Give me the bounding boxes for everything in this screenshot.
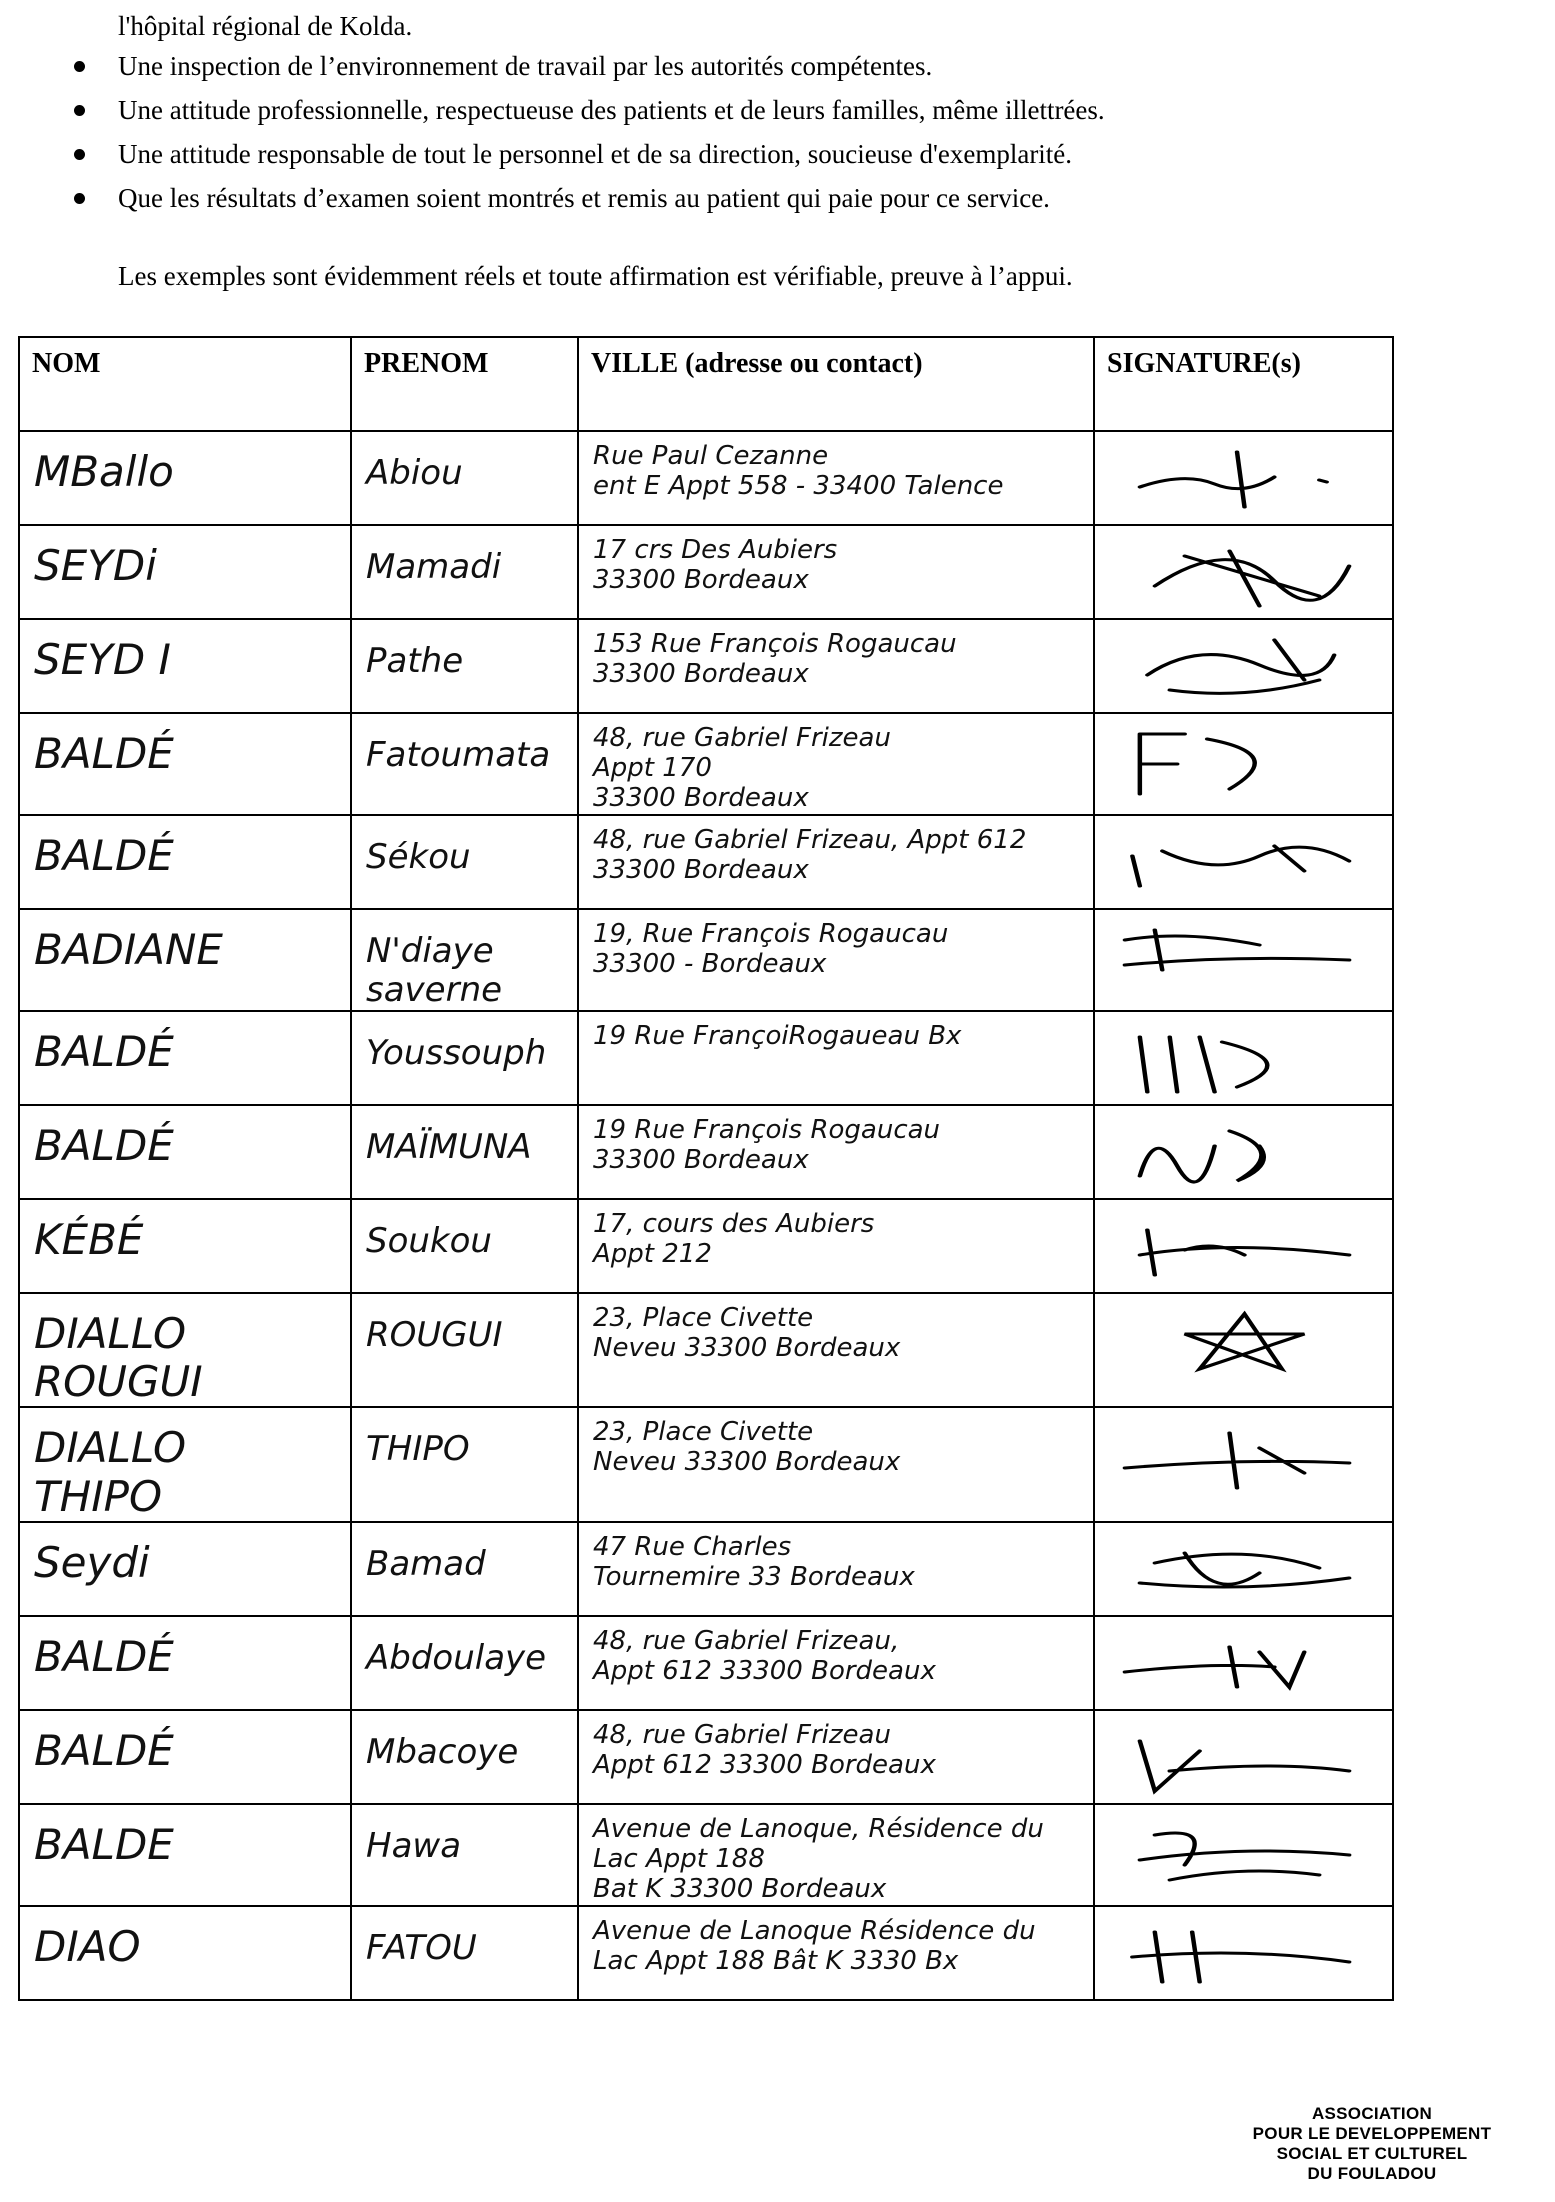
- header-nom: NOM: [19, 337, 351, 431]
- signature-stroke: [1140, 734, 1255, 794]
- signature-cell: [1094, 431, 1393, 525]
- prenom-cell: [351, 1616, 578, 1710]
- nom-cell-text: BALDÉ: [34, 1026, 174, 1076]
- prenom-cell: [351, 525, 578, 619]
- bullet-dot-icon: [74, 149, 85, 160]
- nom-cell: [19, 1616, 351, 1710]
- ville-cell-text: 23, Place Civette Neveu 33300 Bordeaux: [593, 1302, 901, 1363]
- prenom-cell-text: Mbacoye: [366, 1732, 519, 1773]
- ville-cell-text: 19 Rue François Rogaucau 33300 Bordeaux: [593, 1114, 941, 1175]
- ville-cell-text: 48, rue Gabriel Frizeau Appt 612 33300 Bordeaux: [593, 1720, 936, 1780]
- signature-cell: [1094, 815, 1393, 909]
- table-row: [19, 1011, 1393, 1105]
- signature-mark-icon: [1095, 1523, 1393, 1615]
- signature-mark-icon: [1095, 1617, 1393, 1709]
- signature-stroke: [1132, 1932, 1349, 1982]
- ville-cell-text: 48, rue Gabriel Frizeau, Appt 612 33300 Bordeaux: [593, 824, 1027, 885]
- nom-cell-text: BALDÉ: [34, 830, 174, 880]
- nom-cell: [19, 1407, 351, 1522]
- stamp-line: ASSOCIATION: [1311, 2104, 1433, 2123]
- table-row: [19, 1522, 1393, 1616]
- prenom-cell: [351, 1804, 578, 1906]
- signature-cell: [1094, 713, 1393, 815]
- signature-cell: [1094, 1199, 1393, 1293]
- prenom-cell-text: FATOU: [366, 1927, 477, 1968]
- table-body: [19, 431, 1393, 2000]
- signature-cell: [1094, 1293, 1393, 1408]
- signature-stroke: [1155, 551, 1349, 606]
- prenom-cell: [351, 431, 578, 525]
- signature-mark-icon: [1095, 526, 1393, 618]
- nom-cell-text: Seydi: [34, 1538, 150, 1588]
- signature-stroke: [1140, 452, 1327, 507]
- header-prenom: PRENOM: [351, 337, 578, 431]
- nom-cell-text: KÉBÉ: [34, 1214, 144, 1264]
- table-header-row: [19, 337, 1393, 431]
- signature-mark-icon: [1095, 1012, 1393, 1104]
- nom-cell-text: BALDÉ: [34, 1726, 174, 1776]
- nom-cell-text: BALDE: [34, 1820, 174, 1870]
- signature-stroke: [1125, 1647, 1304, 1687]
- signature-mark-icon: [1095, 432, 1393, 524]
- nom-cell-text: DIALLO THIPO: [34, 1423, 187, 1521]
- signature-mark-icon: [1095, 816, 1393, 908]
- table-row: [19, 815, 1393, 909]
- nom-cell: [19, 1710, 351, 1804]
- ville-cell-text: 17 crs Des Aubiers 33300 Bordeaux: [593, 535, 838, 595]
- prenom-cell: [351, 1710, 578, 1804]
- ville-cell: [578, 1293, 1094, 1408]
- prenom-cell-text: Abiou: [366, 453, 463, 493]
- ville-cell: [578, 619, 1094, 713]
- table-row: [19, 1407, 1393, 1522]
- bullet-dot-icon: [74, 193, 85, 204]
- table-row: [19, 1105, 1393, 1199]
- table-row: [19, 713, 1393, 815]
- ville-cell: [578, 1906, 1094, 2000]
- prenom-cell: [351, 1199, 578, 1293]
- table-row: [19, 1906, 1393, 2000]
- signature-stroke: [1125, 1433, 1349, 1488]
- signature-mark-icon: [1095, 1408, 1393, 1500]
- nom-cell-text: BALDÉ: [34, 729, 174, 778]
- ville-cell-text: 153 Rue François Rogaucau 33300 Bordeaux: [593, 629, 957, 689]
- ville-cell: [578, 1407, 1094, 1522]
- requirements-list: [66, 44, 1105, 220]
- ville-cell-text: 48, rue Gabriel Frizeau Appt 170 33300 Bordeaux: [593, 723, 891, 813]
- signature-stroke: [1140, 1741, 1349, 1791]
- prenom-cell-text: Youssouph: [366, 1032, 547, 1073]
- header-signature: SIGNATURE(s): [1094, 337, 1393, 431]
- prenom-cell-text: Soukou: [366, 1220, 492, 1261]
- prenom-cell: [351, 815, 578, 909]
- nom-cell-text: SEYDi: [34, 541, 157, 590]
- ville-cell-text: 19 Rue FrançoiRogaueau Bx: [593, 1020, 962, 1051]
- table-row: [19, 1293, 1393, 1408]
- signature-stroke: [1140, 1833, 1349, 1880]
- ville-cell: [578, 1522, 1094, 1616]
- nom-cell: [19, 1522, 351, 1616]
- ville-cell: [578, 1710, 1094, 1804]
- prenom-cell: [351, 1105, 578, 1199]
- prenom-cell-text: MAÏMUNA: [366, 1126, 532, 1167]
- ville-cell-text: 17, cours des Aubiers Appt 212: [593, 1208, 875, 1269]
- association-stamp: [1222, 2104, 1522, 2184]
- table-row: [19, 1616, 1393, 1710]
- prenom-cell: [351, 1293, 578, 1408]
- signature-cell: [1094, 1522, 1393, 1616]
- prenom-cell-text: Sékou: [366, 836, 471, 877]
- prenom-cell: [351, 713, 578, 815]
- bullet-dot-icon: [74, 61, 85, 72]
- nom-cell: [19, 815, 351, 909]
- prenom-cell-text: Abdoulaye: [366, 1638, 547, 1679]
- stamp-line: DU FOULADOU: [1307, 2164, 1437, 2183]
- signature-cell: [1094, 525, 1393, 619]
- signature-cell: [1094, 1105, 1393, 1199]
- list-item: Une attitude responsable de tout le personnel et de sa direction, soucieuse d'exemplarité.: [66, 132, 1105, 176]
- nom-cell: [19, 909, 351, 1011]
- prenom-cell: [351, 1522, 578, 1616]
- prenom-cell-text: Fatoumata: [366, 735, 551, 775]
- signature-mark-icon: [1095, 1200, 1393, 1292]
- table-row: [19, 1199, 1393, 1293]
- signature-mark-icon: [1095, 1711, 1393, 1803]
- table-row: [19, 909, 1393, 1011]
- nom-cell-text: DIAO: [34, 1921, 141, 1971]
- signature-cell: [1094, 1710, 1393, 1804]
- table-row: [19, 525, 1393, 619]
- prenom-cell-text: Pathe: [366, 641, 464, 681]
- ville-cell: [578, 431, 1094, 525]
- prenom-cell-text: Hawa: [366, 1826, 462, 1867]
- signature-stroke: [1125, 930, 1349, 970]
- signature-stroke: [1185, 1314, 1305, 1369]
- nom-cell: [19, 431, 351, 525]
- list-item: Que les résultats d’examen soient montrés et remis au patient qui paie pour ce service.: [66, 176, 1105, 220]
- prenom-cell-text: N'diaye saverne: [366, 930, 503, 1010]
- nom-cell-text: BALDÉ: [34, 1120, 174, 1170]
- header-ville: VILLE (adresse ou contact): [578, 337, 1094, 431]
- prenom-cell-text: Bamad: [366, 1544, 486, 1585]
- table-row: [19, 1804, 1393, 1906]
- ville-cell: [578, 1105, 1094, 1199]
- ville-cell: [578, 909, 1094, 1011]
- nom-cell: [19, 525, 351, 619]
- intro-first-line: l'hôpital régional de Kolda.: [118, 11, 413, 41]
- signature-stroke: [1140, 1230, 1349, 1275]
- prenom-cell: [351, 1011, 578, 1105]
- ville-cell-text: 19, Rue François Rogaucau 33300 - Bordeaux: [593, 918, 949, 979]
- table-row: [19, 619, 1393, 713]
- nom-cell: [19, 619, 351, 713]
- signature-mark-icon: [1095, 1907, 1393, 1999]
- stamp-line: POUR LE DEVELOPPEMENT: [1252, 2124, 1492, 2143]
- signature-mark-icon: [1095, 714, 1393, 806]
- signature-stroke: [1132, 846, 1349, 886]
- ville-cell: [578, 525, 1094, 619]
- signature-mark-icon: [1095, 1805, 1393, 1897]
- signature-cell: [1094, 619, 1393, 713]
- ville-cell: [578, 713, 1094, 815]
- bullet-dot-icon: [74, 105, 85, 116]
- ville-cell-text: Rue Paul Cezanne ent E Appt 558 - 33400 Talence: [593, 441, 1004, 501]
- closing-statement: Les exemples sont évidemment réels et toute affirmation est vérifiable, preuve à l’appui.: [118, 261, 1073, 291]
- signature-stroke: [1147, 640, 1334, 693]
- signature-mark-icon: [1095, 910, 1393, 1002]
- signature-cell: [1094, 1804, 1393, 1906]
- prenom-cell-text: Mamadi: [366, 547, 502, 587]
- nom-cell: [19, 1906, 351, 2000]
- prenom-cell: [351, 1906, 578, 2000]
- stamp-line: SOCIAL ET CULTUREL: [1276, 2144, 1468, 2163]
- nom-cell-text: SEYD I: [34, 635, 171, 684]
- nom-cell-text: BALDÉ: [34, 1632, 174, 1682]
- nom-cell-text: BADIANE: [34, 924, 223, 974]
- signature-cell: [1094, 1011, 1393, 1105]
- signature-mark-icon: [1095, 1294, 1393, 1386]
- signature-mark-icon: [1095, 620, 1393, 712]
- signature-cell: [1094, 909, 1393, 1011]
- ville-cell-text: 23, Place Civette Neveu 33300 Bordeaux: [593, 1417, 901, 1478]
- ville-cell-text: 48, rue Gabriel Frizeau, Appt 612 33300 Bordeaux: [593, 1626, 936, 1686]
- signature-stroke: [1140, 1131, 1264, 1182]
- prenom-cell: [351, 909, 578, 1011]
- nom-cell: [19, 1105, 351, 1199]
- ville-cell: [578, 1199, 1094, 1293]
- table-row: [19, 1710, 1393, 1804]
- ville-cell: [578, 1616, 1094, 1710]
- nom-cell: [19, 1199, 351, 1293]
- list-item: Une attitude professionnelle, respectueuse des patients et de leurs familles, même illettrées.: [66, 88, 1105, 132]
- signature-stroke: [1140, 1037, 1267, 1092]
- nom-cell-text: MBallo: [34, 447, 174, 496]
- ville-cell: [578, 1804, 1094, 1906]
- prenom-cell-text: ROUGUI: [366, 1314, 503, 1355]
- ville-cell-text: Avenue de Lanoque Résidence du Lac Appt 188 Bât K 3330 Bx: [593, 1915, 1036, 1976]
- nom-cell: [19, 1804, 351, 1906]
- list-item: Une inspection de l’environnement de travail par les autorités compétentes.: [66, 44, 1105, 88]
- ville-cell-text: 47 Rue Charles Tournemire 33 Bordeaux: [593, 1532, 915, 1592]
- signature-cell: [1094, 1616, 1393, 1710]
- nom-cell: [19, 1011, 351, 1105]
- ville-cell-text: Avenue de Lanoque, Résidence du Lac Appt 188 Bat K 33300 Bordeaux: [593, 1814, 1044, 1904]
- ville-cell: [578, 815, 1094, 909]
- signature-cell: [1094, 1906, 1393, 2000]
- ville-cell: [578, 1011, 1094, 1105]
- nom-cell-text: DIALLO ROUGUI: [34, 1308, 203, 1407]
- prenom-cell-text: THIPO: [366, 1429, 470, 1470]
- prenom-cell: [351, 1407, 578, 1522]
- nom-cell: [19, 1293, 351, 1408]
- signature-cell: [1094, 1407, 1393, 1522]
- signature-stroke: [1140, 1553, 1349, 1587]
- table-row: [19, 431, 1393, 525]
- signature-mark-icon: [1095, 1106, 1393, 1198]
- signature-table: [18, 336, 1394, 2001]
- prenom-cell: [351, 619, 578, 713]
- nom-cell: [19, 713, 351, 815]
